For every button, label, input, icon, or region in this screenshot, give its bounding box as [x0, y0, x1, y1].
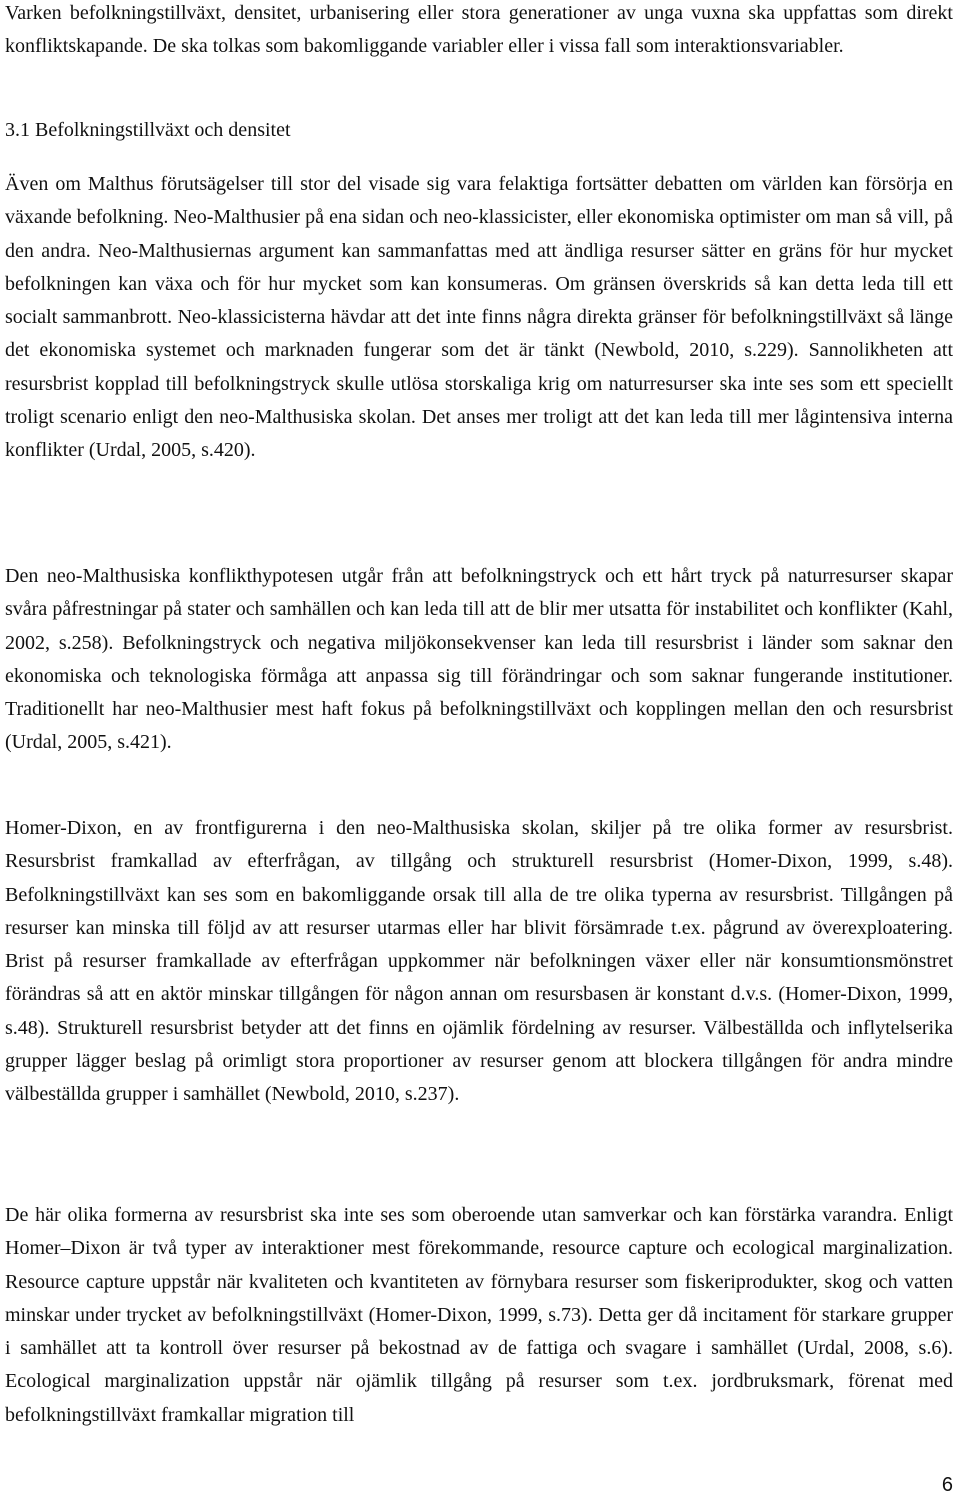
- section-heading: 3.1 Befolkningstillväxt och densitet: [5, 119, 291, 141]
- body-paragraph: Även om Malthus förutsägelser till stor del visade sig vara felaktiga fortsätter debatten om världen kan försörja en växande befolkning. Neo-Malthusier på ena sidan och neo-klassicister, eller ekonomiska optimister om man så vill, på den andra. Neo-Malthusiernas argument kan sammanfattas med att ändliga resurser sätter en gräns för hur mycket befolkningen kan växa och för hur mycket som kan konsumeras. Om gränsen överskrids så kan detta leda till ett socialt sammanbrott. Neo-klassicisterna hävdar att det inte finns några direkta gränser för befolkningstillväxt så länge det ekonomiska systemet och marknaden fungerar som det är tänkt (Newbold, 2010, s.229). Sannolikheten att resursbrist kopplad till befolkningstryck skulle utlösa storskaliga krig om naturresurser ska inte ses som ett speciellt troligt scenario enligt den neo-Malthusiska skolan. Det anses mer troligt att det kan leda till mer lågintensiva interna konflikter (Urdal, 2005, s.420).: [5, 173, 953, 462]
- page-number: 6: [941, 1474, 953, 1496]
- intro-paragraph: Varken befolkningstillväxt, densitet, urbanisering eller stora generationer av unga vuxna ska uppfattas som direkt konfliktskapande. De ska tolkas som bakomliggande variabler eller i vissa fall som interaktionsvariabler.: [5, 2, 953, 58]
- body-paragraph: Den neo-Malthusiska konflikthypotesen utgår från att befolkningstryck och ett hårt tryck på naturresurser skapar svåra påfrestningar på stater och samhällen och kan leda till att de blir mer utsatta för instabilitet och konflikter (Kahl, 2002, s.258). Befolkningstryck och negativa miljökonsekvenser kan leda till resursbrist i länder som saknar den ekonomiska och teknologiska förmåga att anpassa sig till förändringar och som saknar fungerande institutioner. Traditionellt har neo-Malthusier mest haft fokus på befolkningstillväxt och kopplingen mellan den och resursbrist (Urdal, 2005, s.421).: [5, 565, 953, 754]
- body-paragraph: De här olika formerna av resursbrist ska inte ses som oberoende utan samverkar och kan förstärka varandra. Enligt Homer–Dixon är två typer av interaktioner mest förekommande, resource capture och ecological marginalization. Resource capture uppstår när kvaliteten och kvantiteten av förnybara resurser som fiskeriprodukter, skog och vatten minskar under trycket av befolkningstillväxt (Homer-Dixon, 1999, s.73). Detta ger då incitament för starkare grupper i samhället att ta kontroll över resurser på bekostnad av de fattiga och svagare i samhället (Urdal, 2008, s.6). Ecological marginalization uppstår när ojämlik tillgång på resurser som t.ex. jordbruksmark, förenat med befolkningstillväxt framkallar migration till: [5, 1204, 953, 1426]
- body-paragraph: Homer-Dixon, en av frontfigurerna i den neo-Malthusiska skolan, skiljer på tre olika former av resursbrist. Resursbrist framkallad av efterfrågan, av tillgång och strukturell resursbrist (Homer-Dixon, 1999, s.48). Befolkningstillväxt kan ses som en bakomliggande orsak till alla de tre olika typerna av resursbrist. Tillgången på resurser kan minska till följd av att resurser utarmas eller har blivit försämrade t.ex. pågrund av överexploatering. Brist på resurser framkallade av efterfrågan uppkommer när befolkningen växer eller när konsumtionsmönstret förändras så att en aktör minskar tillgången för någon annan om resursbasen är konstant d.v.s. (Homer-Dixon, 1999, s.48). Strukturell resursbrist betyder att det finns en ojämlik fördelning av resurser. Välbeställda och inflytelserika grupper lägger beslag på orimligt stora proportioner av resurser genom att blockera tillgången för andra mindre välbeställda grupper i samhället (Newbold, 2010, s.237).: [5, 817, 953, 1106]
